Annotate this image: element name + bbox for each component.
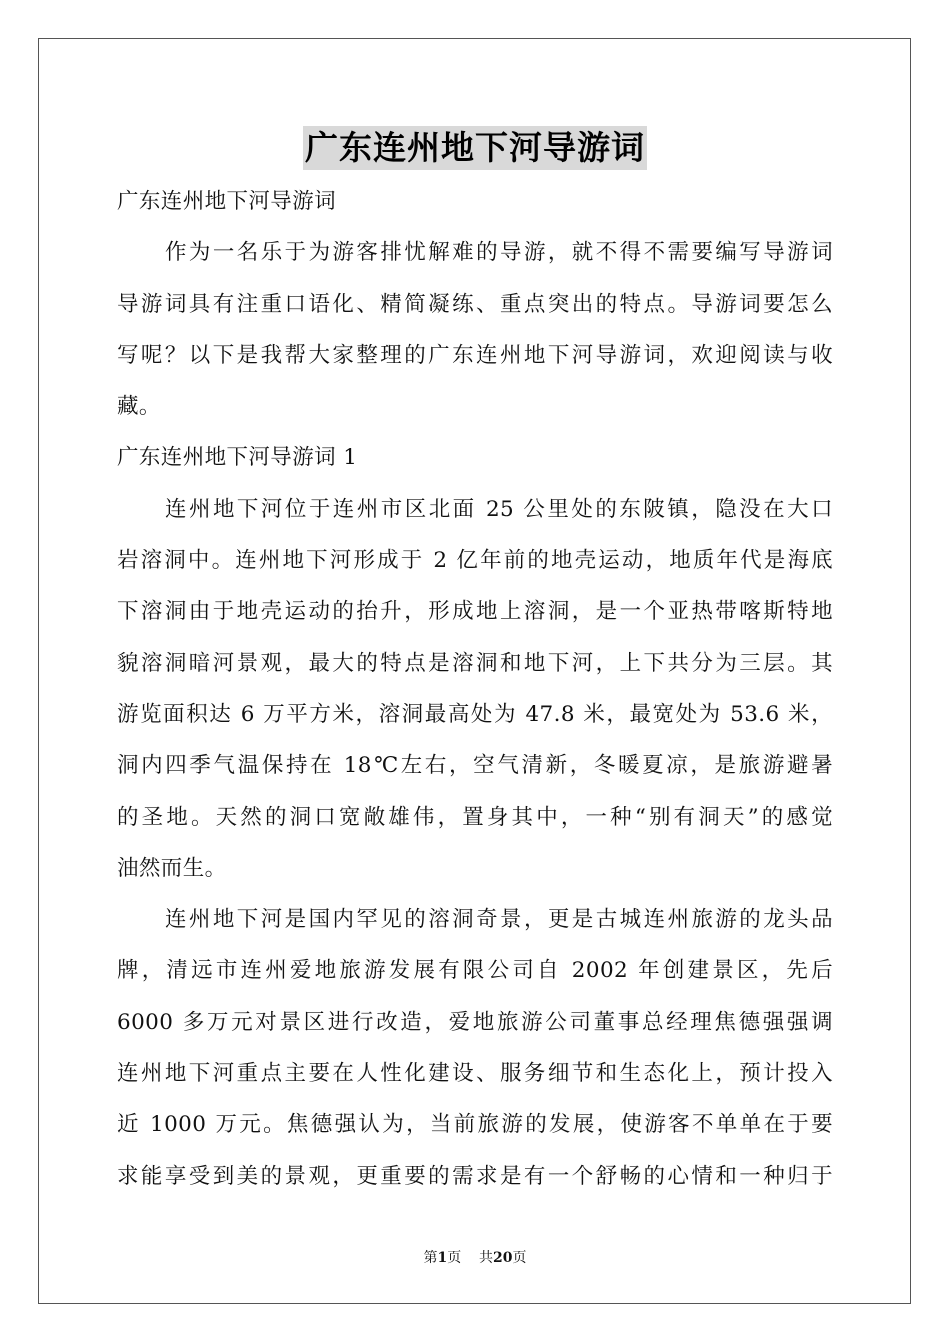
text-line: 游览面积达 6 万平方米，溶洞最高处为 47.8 米，最宽处为 53.6 米， <box>117 701 833 727</box>
document-body <box>117 176 833 1202</box>
text-line: 近 1000 万元。焦德强认为，当前旅游的发展，使游客不单单在于要 <box>117 1112 833 1138</box>
page-footer <box>0 1247 950 1267</box>
footer-page-number: 1 <box>437 1250 448 1266</box>
text-line: 连州地下河是国内罕见的溶洞奇景，更是古城连州旅游的龙头品 <box>165 907 833 933</box>
title-container <box>0 126 950 170</box>
text-line: 油然而生。 <box>117 855 227 881</box>
text-line: 牌，清远市连州爱地旅游发展有限公司自 2002 年创建景区，先后 <box>117 958 833 984</box>
footer-total-prefix: 共 <box>479 1250 494 1266</box>
text-line: 貌溶洞暗河景观，最大的特点是溶洞和地下河，上下共分为三层。其 <box>117 650 833 676</box>
footer-page-suffix: 页 <box>447 1250 462 1266</box>
text-line: 岩溶洞中。连州地下河形成于 2 亿年前的地壳运动，地质年代是海底 <box>117 548 833 574</box>
text-line: 连州地下河重点主要在人性化建设、服务细节和生态化上，预计投入 <box>117 1061 833 1087</box>
footer-page-prefix: 第 <box>423 1250 438 1266</box>
text-line: 广东连州地下河导游词 <box>117 189 337 214</box>
text-line: 写呢？以下是我帮大家整理的广东连州地下河导游词，欢迎阅读与收 <box>117 342 833 368</box>
text-line: 广东连州地下河导游词 1 <box>117 445 358 471</box>
text-line: 6000 多万元对景区进行改造，爱地旅游公司董事总经理焦德强强调 <box>117 1009 833 1035</box>
footer-total-pages: 20 <box>493 1250 513 1266</box>
text-line: 求能享受到美的景观，更重要的需求是有一个舒畅的心情和一种归于 <box>117 1163 833 1189</box>
text-line: 作为一名乐于为游客排忧解难的导游，就不得不需要编写导游词 <box>165 240 833 266</box>
text-line: 连州地下河位于连州市区北面 25 公里处的东陂镇，隐没在大口 <box>165 496 833 522</box>
text-line: 导游词具有注重口语化、精简凝练、重点突出的特点。导游词要怎么 <box>117 291 833 317</box>
text-line: 洞内四季气温保持在 18℃左右，空气清新，冬暖夏凉，是旅游避暑 <box>117 753 833 779</box>
text-line: 下溶洞由于地壳运动的抬升，形成地上溶洞，是一个亚热带喀斯特地 <box>117 599 833 625</box>
text-line: 的圣地。天然的洞口宽敞雄伟，置身其中，一种“别有洞天”的感觉 <box>117 804 833 830</box>
footer-total-suffix: 页 <box>512 1250 527 1266</box>
document-title: 广东连州地下河导游词 <box>303 126 647 170</box>
text-line: 藏。 <box>117 394 161 420</box>
